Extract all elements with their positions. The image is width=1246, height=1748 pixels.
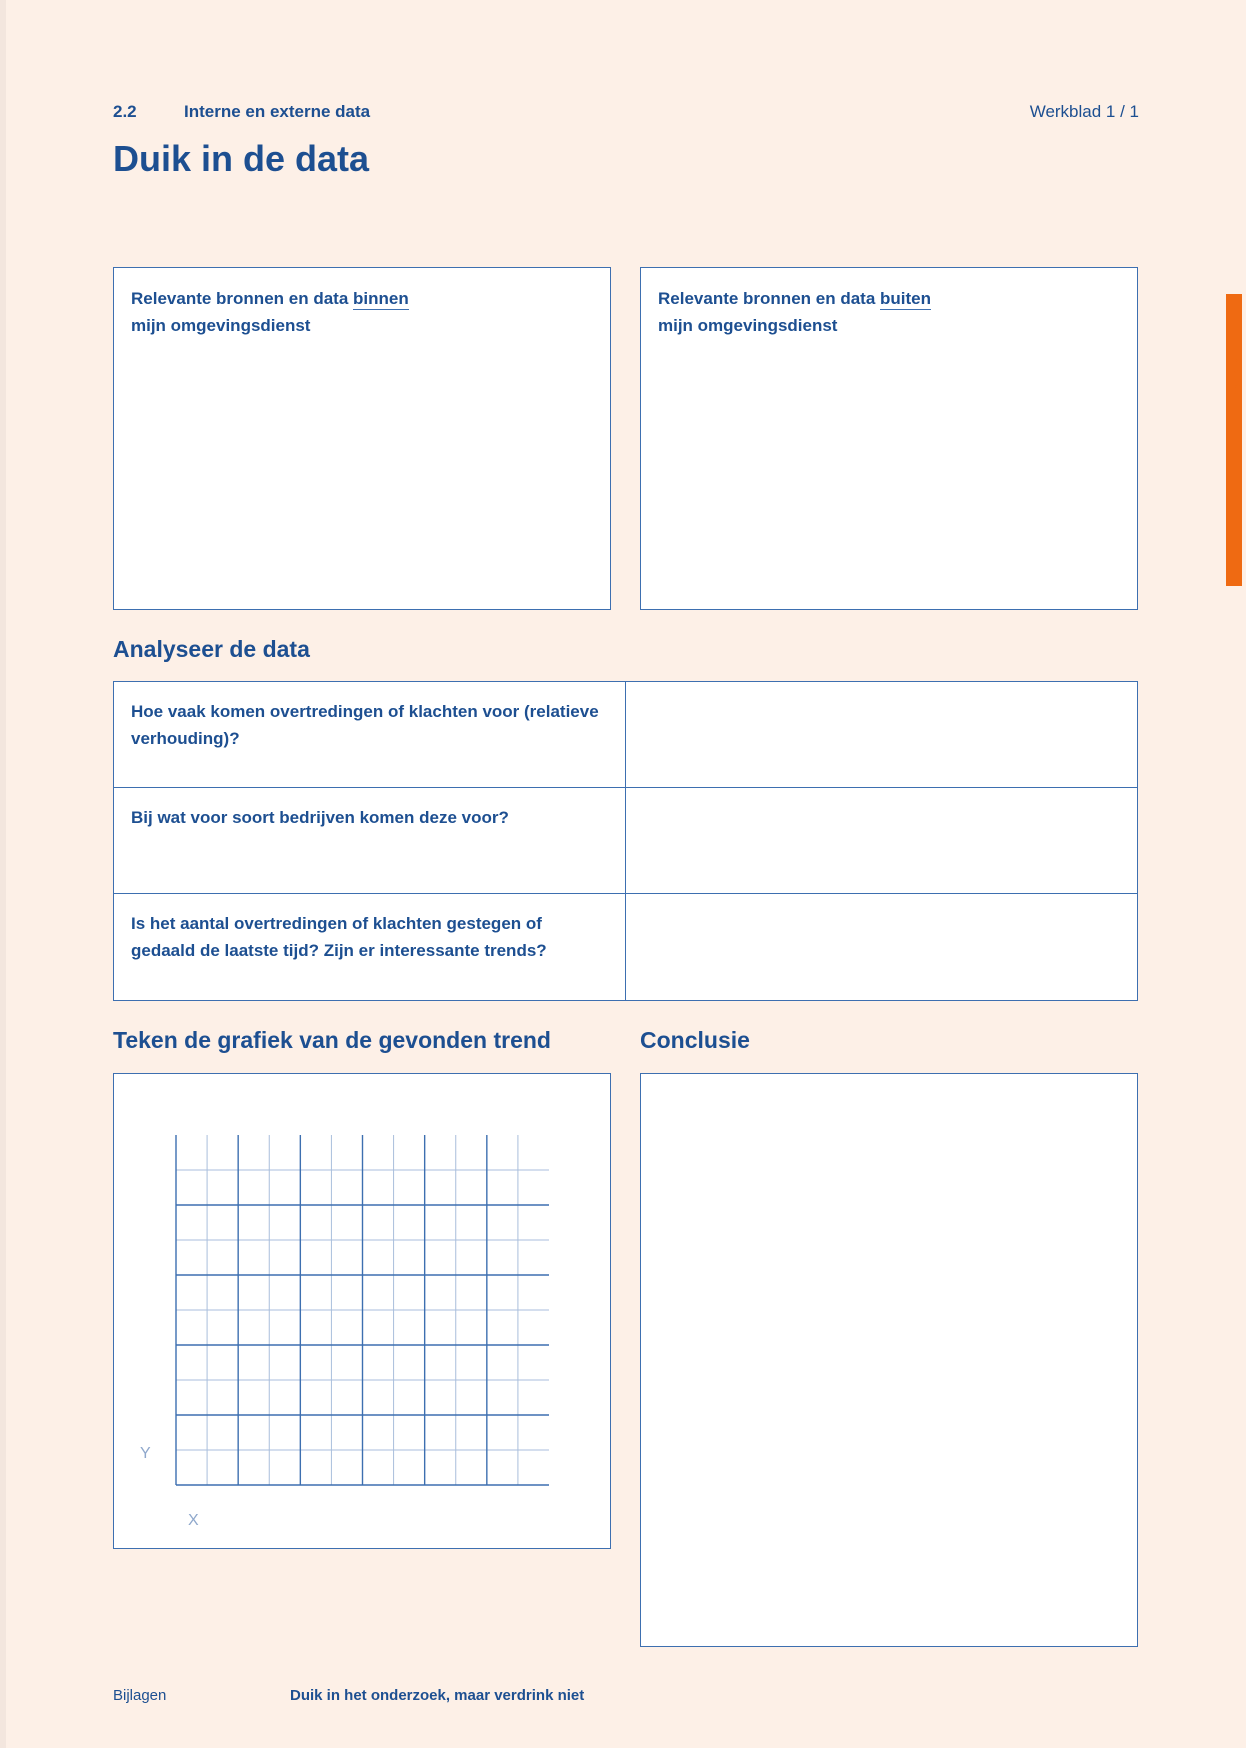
sources-outside-keyword: buiten xyxy=(880,289,931,308)
sources-outside-box[interactable] xyxy=(640,267,1138,610)
conclusion-heading: Conclusie xyxy=(640,1027,750,1053)
answer-cell[interactable] xyxy=(626,788,1137,894)
analysis-row xyxy=(114,894,1137,1000)
sources-outside-label xyxy=(658,285,931,339)
footer-center: Duik in het onderzoek, maar verdrink niet xyxy=(290,1687,585,1704)
analysis-row xyxy=(114,788,1137,894)
page-title: Duik in de data xyxy=(113,138,370,179)
analysis-row xyxy=(114,682,1137,788)
sources-inside-prefix: Relevante bronnen en data xyxy=(131,289,353,308)
footer-left: Bijlagen xyxy=(113,1687,167,1704)
question-text: Bij wat voor soort bedrijven komen deze voor? xyxy=(131,808,509,827)
sources-inside-box[interactable] xyxy=(113,267,611,610)
sources-outside-prefix: Relevante bronnen en data xyxy=(658,289,880,308)
question-cell xyxy=(114,894,626,1000)
sources-inside-label xyxy=(131,285,409,339)
analysis-heading: Analyseer de data xyxy=(113,636,310,662)
answer-cell[interactable] xyxy=(626,682,1137,788)
phase-label: fase 2 xyxy=(1228,357,1246,400)
sources-inside-suffix: mijn omgevingsdienst xyxy=(131,316,311,335)
phase-tab xyxy=(1226,294,1242,586)
graph-grid xyxy=(114,1074,609,1547)
page-edge xyxy=(0,0,6,1748)
sheet-indicator: Werkblad 1 / 1 xyxy=(1029,102,1139,121)
x-axis-label: X xyxy=(188,1512,199,1529)
question-cell xyxy=(114,788,626,894)
sources-outside-suffix: mijn omgevingsdienst xyxy=(658,316,838,335)
section-number: 2.2 xyxy=(113,102,137,121)
sources-inside-keyword: binnen xyxy=(353,289,409,308)
analysis-table xyxy=(113,681,1138,1001)
question-text: Hoe vaak komen overtredingen of klachten voor (relatieve verhouding)? xyxy=(131,702,599,748)
section-title: Interne en externe data xyxy=(184,102,371,121)
answer-cell[interactable] xyxy=(626,894,1137,1000)
question-cell xyxy=(114,682,626,788)
graph-box[interactable] xyxy=(113,1073,611,1549)
question-text: Is het aantal overtredingen of klachten gestegen of gedaald de laatste tijd? Zijn er interessante trends? xyxy=(131,914,547,960)
graph-heading: Teken de grafiek van de gevonden trend xyxy=(113,1027,551,1053)
y-axis-label: Y xyxy=(140,1445,151,1462)
conclusion-box[interactable] xyxy=(640,1073,1138,1647)
